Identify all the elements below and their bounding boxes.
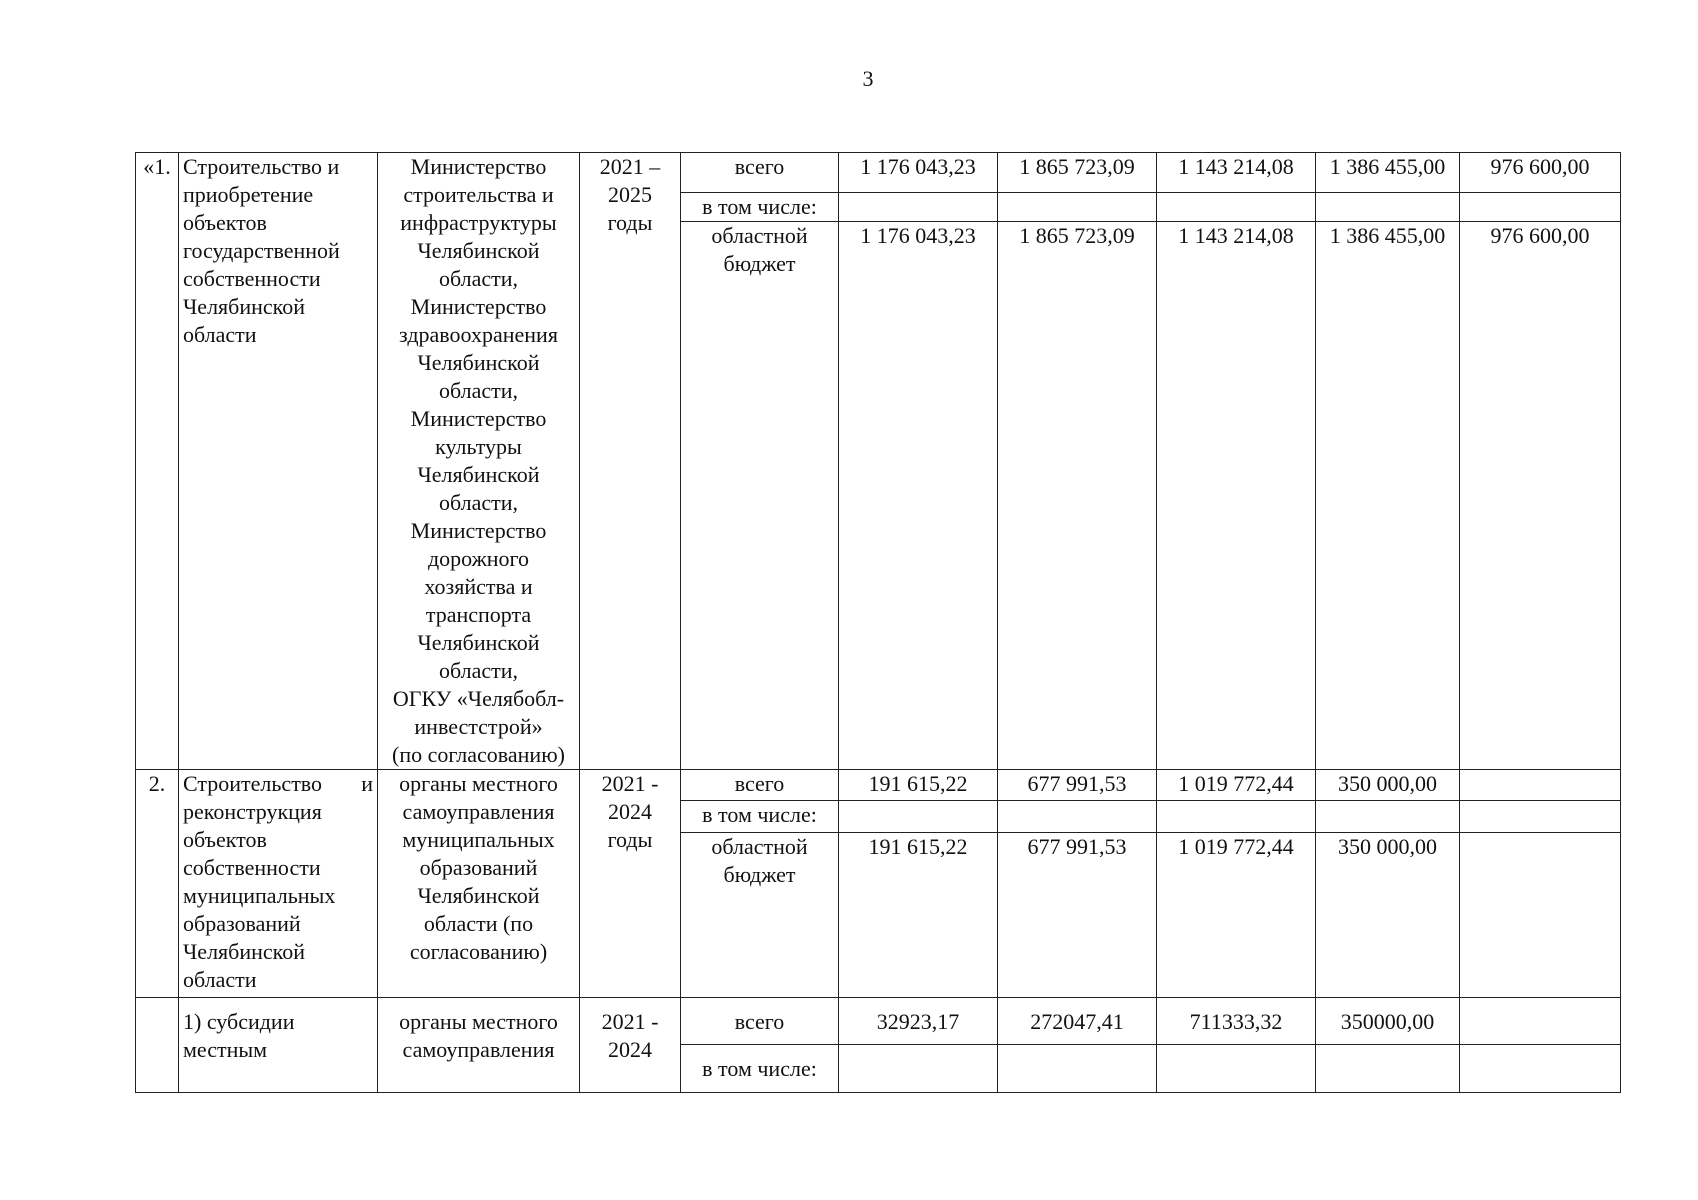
executor: органы местного самоуправления — [378, 998, 580, 1093]
value-cell — [1460, 833, 1621, 998]
value-cell: 191 615,22 — [839, 833, 998, 998]
value-cell — [839, 801, 998, 833]
value-cell: 191 615,22 — [839, 770, 998, 801]
value-cell: 1 865 723,09 — [998, 222, 1157, 770]
value-cell — [1460, 770, 1621, 801]
value-cell — [839, 1045, 998, 1093]
source-incl-label: в том числе: — [681, 193, 839, 222]
source-total-label: всего — [681, 153, 839, 193]
source-budget-label: областной бюджет — [681, 222, 839, 770]
value-cell: 976 600,00 — [1460, 222, 1621, 770]
value-cell: 32923,17 — [839, 998, 998, 1045]
value-cell: 1 143 214,08 — [1157, 222, 1316, 770]
value-cell — [1316, 193, 1460, 222]
value-cell: 1 019 772,44 — [1157, 833, 1316, 998]
value-cell: 677 991,53 — [998, 770, 1157, 801]
value-cell — [1316, 801, 1460, 833]
value-cell — [1460, 1045, 1621, 1093]
activity-name: 1) субсидии местным — [179, 998, 378, 1093]
source-total-label: всего — [681, 998, 839, 1045]
value-cell: 711333,32 — [1157, 998, 1316, 1045]
value-cell: 272047,41 — [998, 998, 1157, 1045]
value-cell — [1460, 998, 1621, 1045]
value-cell: 1 143 214,08 — [1157, 153, 1316, 193]
value-cell: 1 865 723,09 — [998, 153, 1157, 193]
value-cell: 1 019 772,44 — [1157, 770, 1316, 801]
value-cell — [1460, 801, 1621, 833]
source-incl-label: в том числе: — [681, 1045, 839, 1093]
executor: органы местного самоуправления муниципальных образований Челябинской области (по согласованию) — [378, 770, 580, 998]
value-cell — [839, 193, 998, 222]
source-budget-label: областной бюджет — [681, 833, 839, 998]
value-cell — [1157, 193, 1316, 222]
source-total-label: всего — [681, 770, 839, 801]
value-cell — [1316, 1045, 1460, 1093]
table-row — [136, 153, 1621, 193]
value-cell — [1157, 801, 1316, 833]
activity-name: Строительство и приобретение объектов государственной собственности Челябинской области — [179, 153, 378, 770]
executor: Министерство строительства и инфраструктуры Челябинской области, Министерство здравоохранения Челябинской области, Министерство культуры Челябинской области, Министерство дорожного хозяйства и транспорта Челябинской области, ОГКУ «Челябобл- инвестстрой» (по согласованию) — [378, 153, 580, 770]
value-cell — [998, 193, 1157, 222]
value-cell: 1 176 043,23 — [839, 222, 998, 770]
row-number — [136, 998, 179, 1093]
row-number: 2. — [136, 770, 179, 998]
value-cell: 350 000,00 — [1316, 770, 1460, 801]
years: 2021 - 2024 — [580, 998, 681, 1093]
value-cell — [998, 1045, 1157, 1093]
table-row — [136, 770, 1621, 801]
value-cell: 350000,00 — [1316, 998, 1460, 1045]
row-number: «1. — [136, 153, 179, 770]
value-cell: 677 991,53 — [998, 833, 1157, 998]
value-cell: 1 176 043,23 — [839, 153, 998, 193]
budget-table — [135, 152, 1621, 1093]
years: 2021 – 2025 годы — [580, 153, 681, 770]
value-cell: 350 000,00 — [1316, 833, 1460, 998]
value-cell — [1157, 1045, 1316, 1093]
value-cell: 1 386 455,00 — [1316, 222, 1460, 770]
activity-name: Строительство и реконструкция объектов собственности муниципальных образований Челябинской области — [179, 770, 378, 998]
page-number: 3 — [862, 66, 874, 91]
value-cell — [998, 801, 1157, 833]
value-cell — [1460, 193, 1621, 222]
value-cell: 1 386 455,00 — [1316, 153, 1460, 193]
source-incl-label: в том числе: — [681, 801, 839, 833]
table-row — [136, 998, 1621, 1045]
years: 2021 - 2024 годы — [580, 770, 681, 998]
value-cell: 976 600,00 — [1460, 153, 1621, 193]
